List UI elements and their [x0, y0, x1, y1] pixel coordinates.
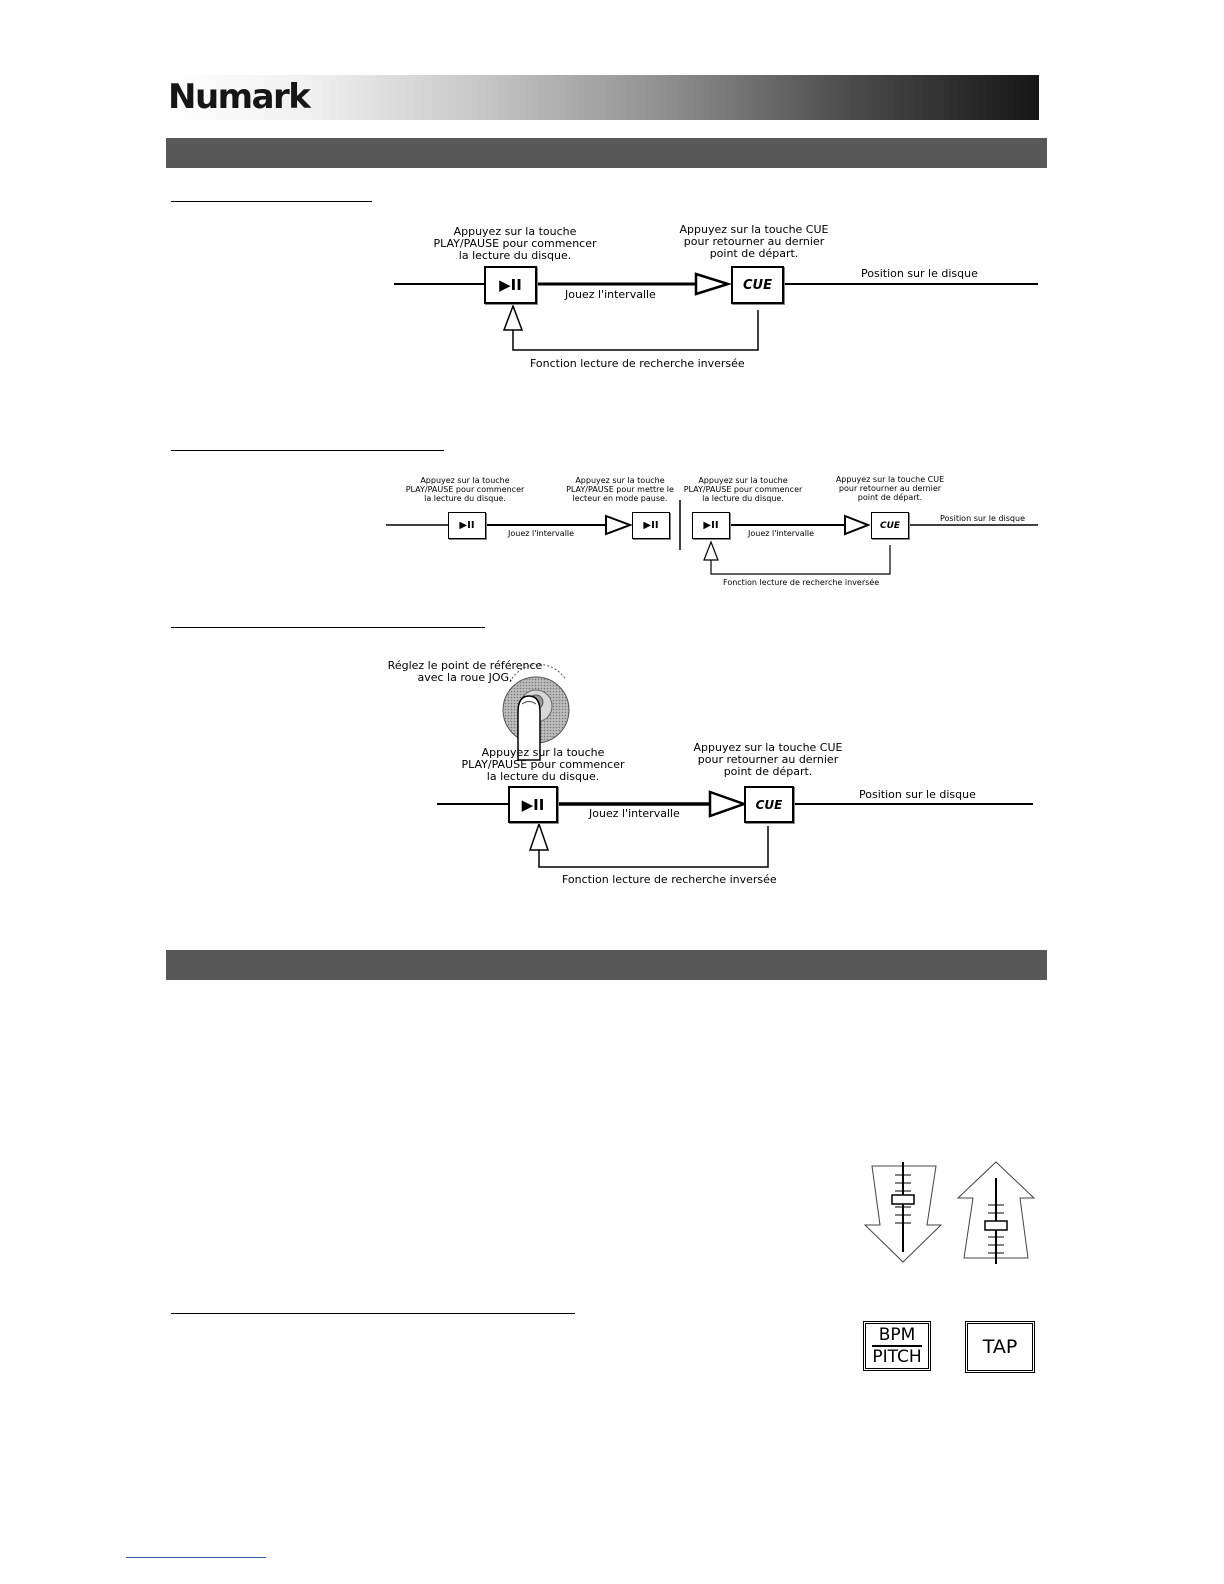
diagram3-play-instruction: Appuyez sur la touche PLAY/PAUSE pour commencer la lecture du disque.	[461, 746, 625, 783]
diagram3-jog-instruction: Réglez le point de référence avec la roue JOG.	[387, 659, 543, 684]
diagram2-play-instruction-1: Appuyez sur la touche PLAY/PAUSE pour commencer la lecture du disque.	[405, 476, 525, 503]
play-pause-button: ▶II	[448, 512, 486, 539]
diagram2-reverse-label: Fonction lecture de recherche inversée	[723, 578, 880, 587]
pitch-label: PITCH	[872, 1347, 922, 1367]
tap-button: TAP	[965, 1321, 1035, 1373]
diagram2-interval-label-2: Jouez l'intervalle	[748, 529, 815, 538]
diagram1-interval-label: Jouez l'intervalle	[565, 288, 656, 301]
play-pause-button: ▶II	[484, 266, 537, 304]
diagram2-pause-instruction: Appuyez sur la touche PLAY/PAUSE pour mettre le lecteur en mode pause.	[566, 476, 674, 503]
diagram1-reverse-label: Fonction lecture de recherche inversée	[530, 357, 745, 370]
diagram2-interval-label-1: Jouez l'intervalle	[508, 529, 575, 538]
diagram2-cue-instruction: Appuyez sur la touche CUE pour retourner au dernier point de départ.	[835, 475, 945, 502]
diagram3-position-label: Position sur le disque	[859, 788, 976, 801]
diagram1-position-label: Position sur le disque	[861, 267, 978, 280]
diagram1-cue-instruction: Appuyez sur la touche CUE pour retourner au dernier point de départ.	[679, 223, 829, 260]
cue-button: CUE	[731, 266, 784, 304]
play-pause-button: ▶II	[508, 786, 558, 823]
diagram3-reverse-label: Fonction lecture de recherche inversée	[562, 873, 777, 886]
bpm-pitch-button	[863, 1321, 931, 1371]
bpm-label: BPM	[878, 1325, 916, 1345]
numark-logo: Numark	[168, 77, 310, 117]
diagram3-interval-label: Jouez l'intervalle	[589, 807, 680, 820]
diagram2-position-label: Position sur le disque	[940, 514, 1025, 523]
play-pause-button: ▶II	[632, 512, 670, 539]
play-pause-button: ▶II	[692, 512, 730, 539]
diagram3-cue-instruction: Appuyez sur la touche CUE pour retourner au dernier point de départ.	[693, 741, 843, 778]
cue-button: CUE	[744, 786, 794, 823]
diagram1-play-instruction: Appuyez sur la touche PLAY/PAUSE pour commencer la lecture du disque.	[433, 225, 597, 262]
diagram2-play-instruction-2: Appuyez sur la touche PLAY/PAUSE pour commencer la lecture du disque.	[683, 476, 803, 503]
cue-button: CUE	[871, 512, 909, 539]
